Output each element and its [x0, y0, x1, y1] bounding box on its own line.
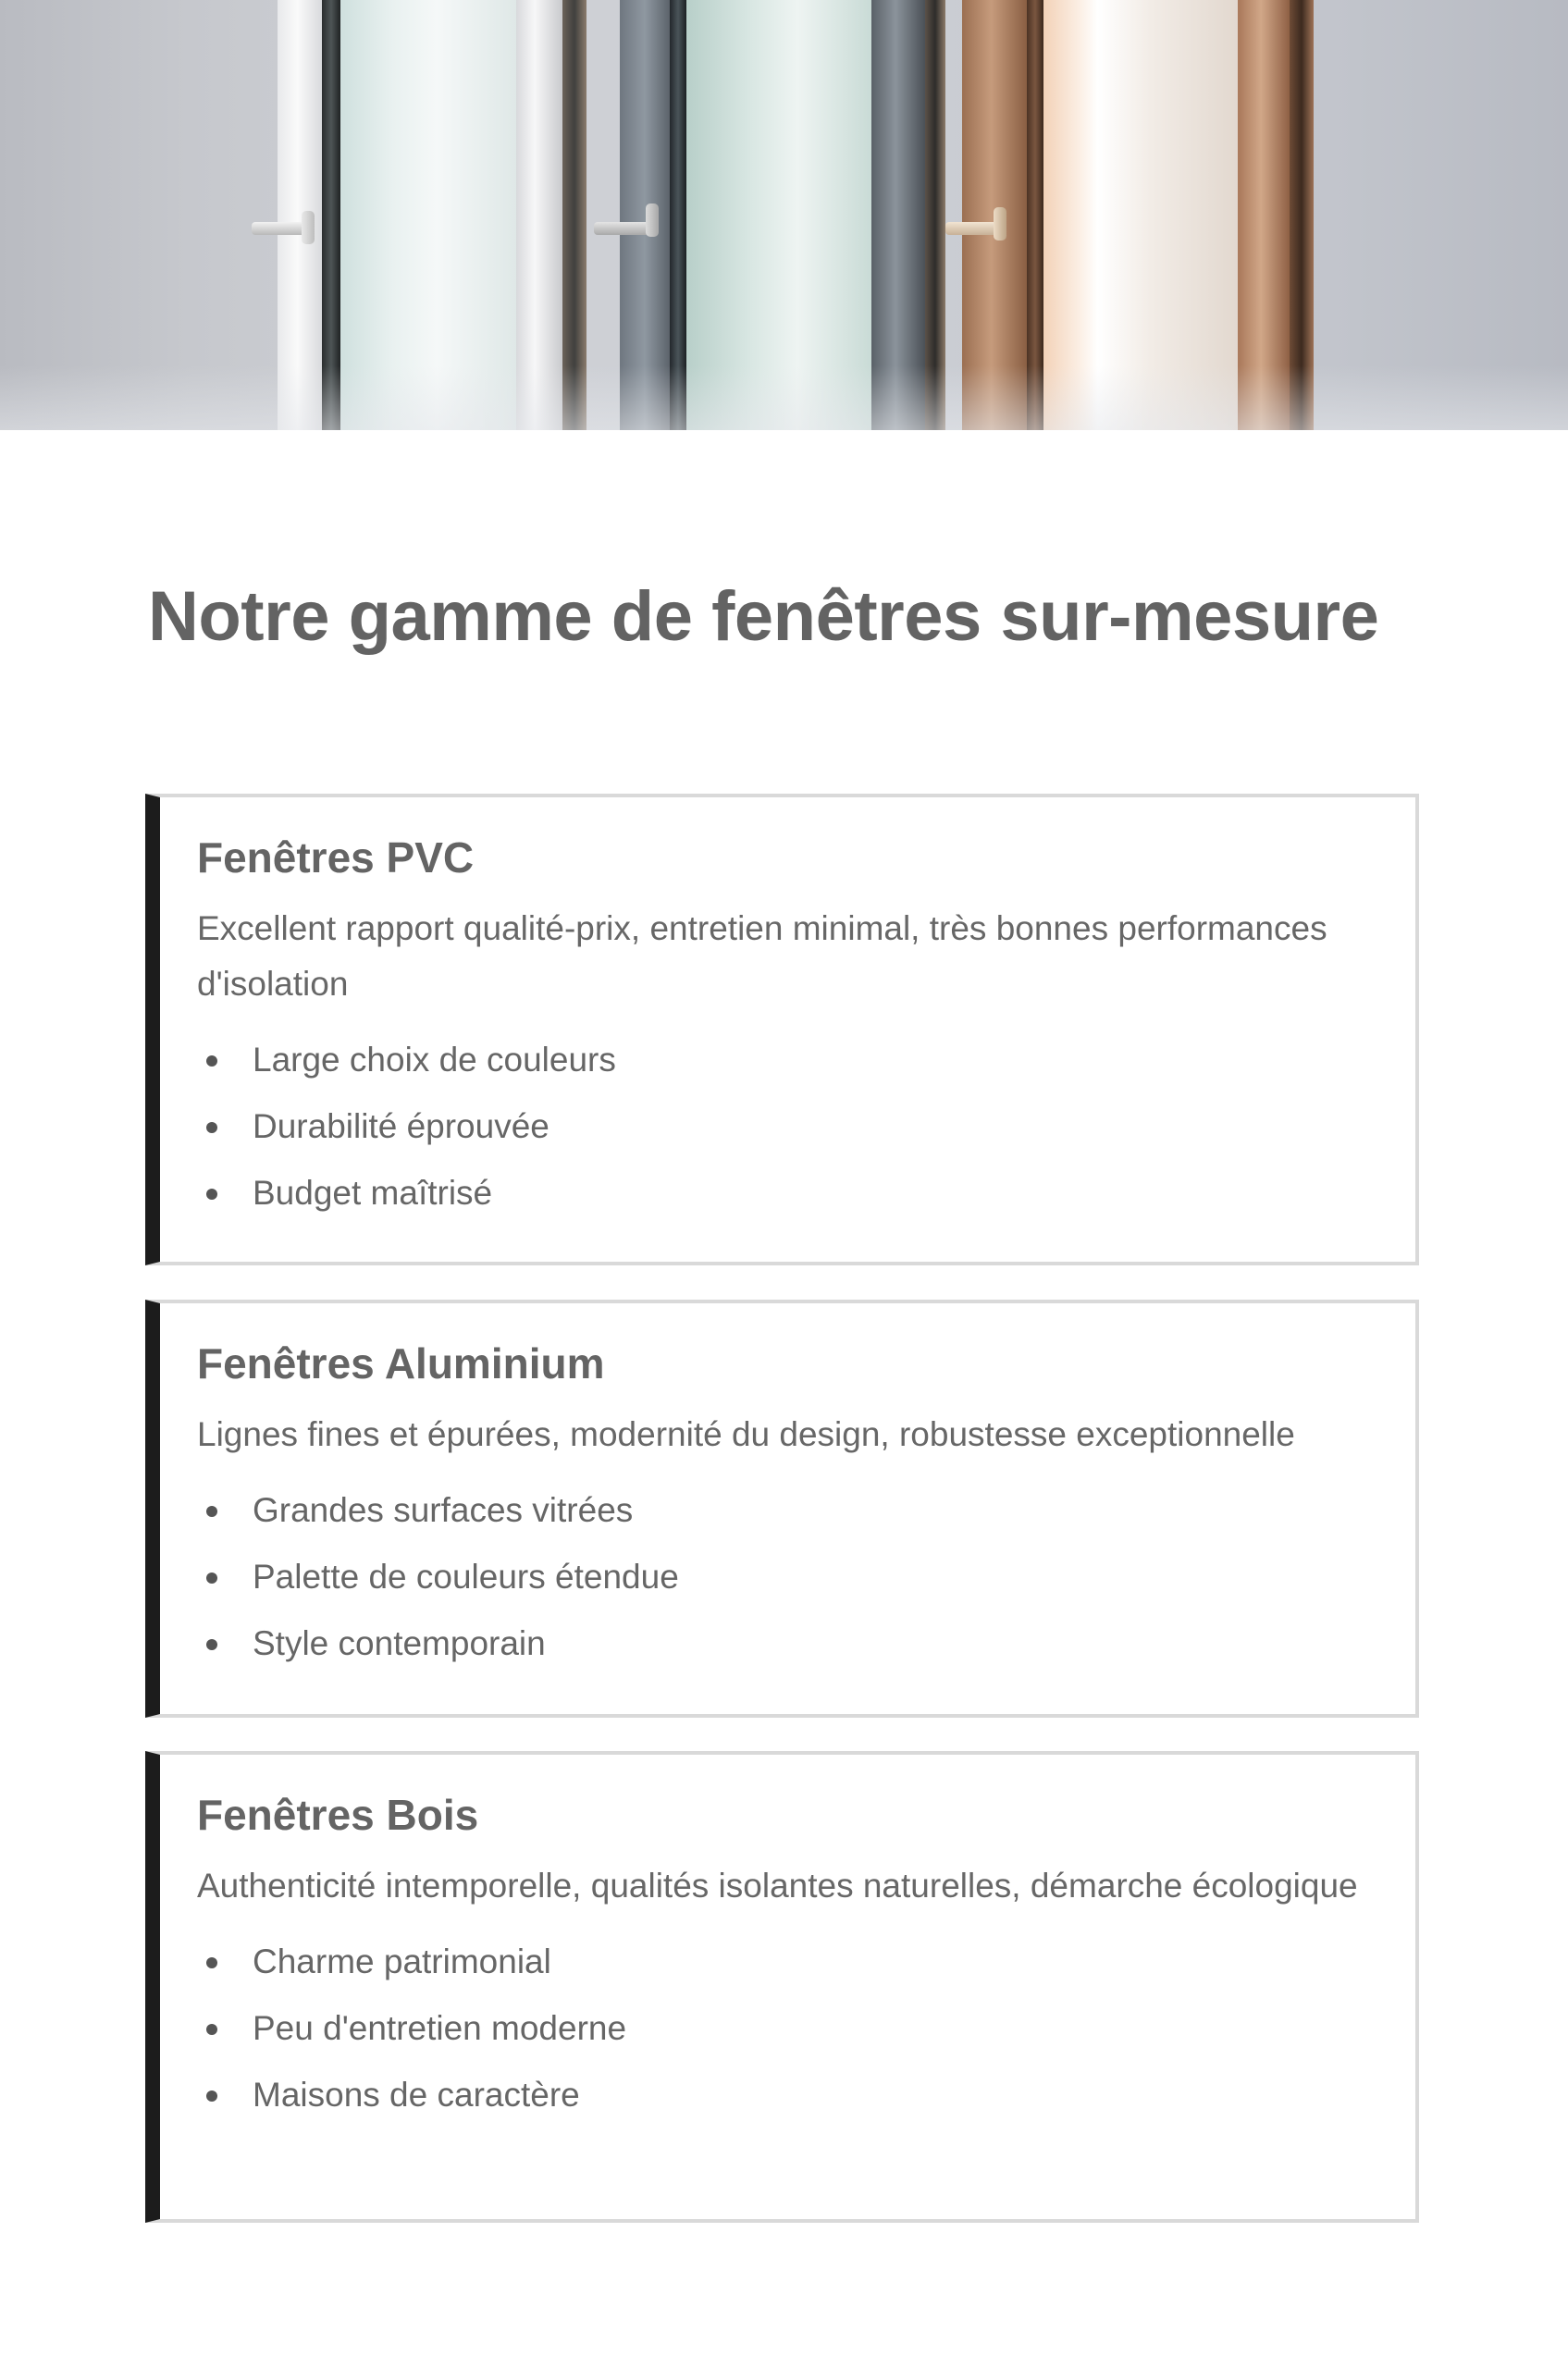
bullet-icon	[206, 1572, 217, 1584]
feature-list	[197, 1929, 1378, 2128]
card-bois	[145, 1751, 1419, 2223]
list-item	[197, 1027, 1378, 1093]
list-item	[197, 1995, 1378, 2062]
list-item-label: Large choix de couleurs	[253, 1041, 616, 1079]
list-item-label: Charme patrimonial	[253, 1942, 551, 1980]
feature-list	[197, 1027, 1378, 1227]
card-title: Fenêtres PVC	[197, 833, 475, 882]
list-item	[197, 1093, 1378, 1160]
bullet-icon	[206, 1506, 217, 1517]
bullet-icon	[206, 1189, 217, 1200]
list-item-label: Peu d'entretien moderne	[253, 2009, 627, 2047]
card-pvc	[145, 794, 1419, 1265]
bullet-icon	[206, 2090, 217, 2102]
list-item-label: Grandes surfaces vitrées	[253, 1491, 634, 1529]
bullet-icon	[206, 1639, 217, 1650]
list-item	[197, 1477, 1378, 1544]
card-aluminium	[145, 1300, 1419, 1718]
list-item-label: Durabilité éprouvée	[253, 1107, 549, 1145]
list-item-label: Budget maîtrisé	[253, 1174, 493, 1212]
bullet-icon	[206, 1957, 217, 1968]
card-description: Authenticité intemporelle, qualités isolantes naturelles, démarche écologique	[197, 1867, 1358, 1905]
bullet-icon	[206, 1122, 217, 1133]
list-item	[197, 2062, 1378, 2128]
list-item-label: Maisons de caractère	[253, 2076, 580, 2114]
list-item-label: Palette de couleurs étendue	[253, 1558, 679, 1596]
card-description: Lignes fines et épurées, modernité du design, robustesse exceptionnelle	[197, 1415, 1295, 1453]
list-item	[197, 1160, 1378, 1227]
card-title: Fenêtres Aluminium	[197, 1339, 605, 1388]
list-item-label: Style contemporain	[253, 1624, 546, 1662]
card-description: Excellent rapport qualité-prix, entretien minimal, très bonnes performances d'isolation	[197, 909, 1327, 1003]
bullet-icon	[206, 2024, 217, 2035]
feature-list	[197, 1477, 1378, 1677]
card-title: Fenêtres Bois	[197, 1791, 479, 1839]
hero-image	[0, 0, 1568, 430]
list-item	[197, 1929, 1378, 1995]
list-item	[197, 1544, 1378, 1610]
page-title: Notre gamme de fenêtres sur-mesure	[148, 577, 1379, 656]
bullet-icon	[206, 1055, 217, 1067]
list-item	[197, 1610, 1378, 1677]
